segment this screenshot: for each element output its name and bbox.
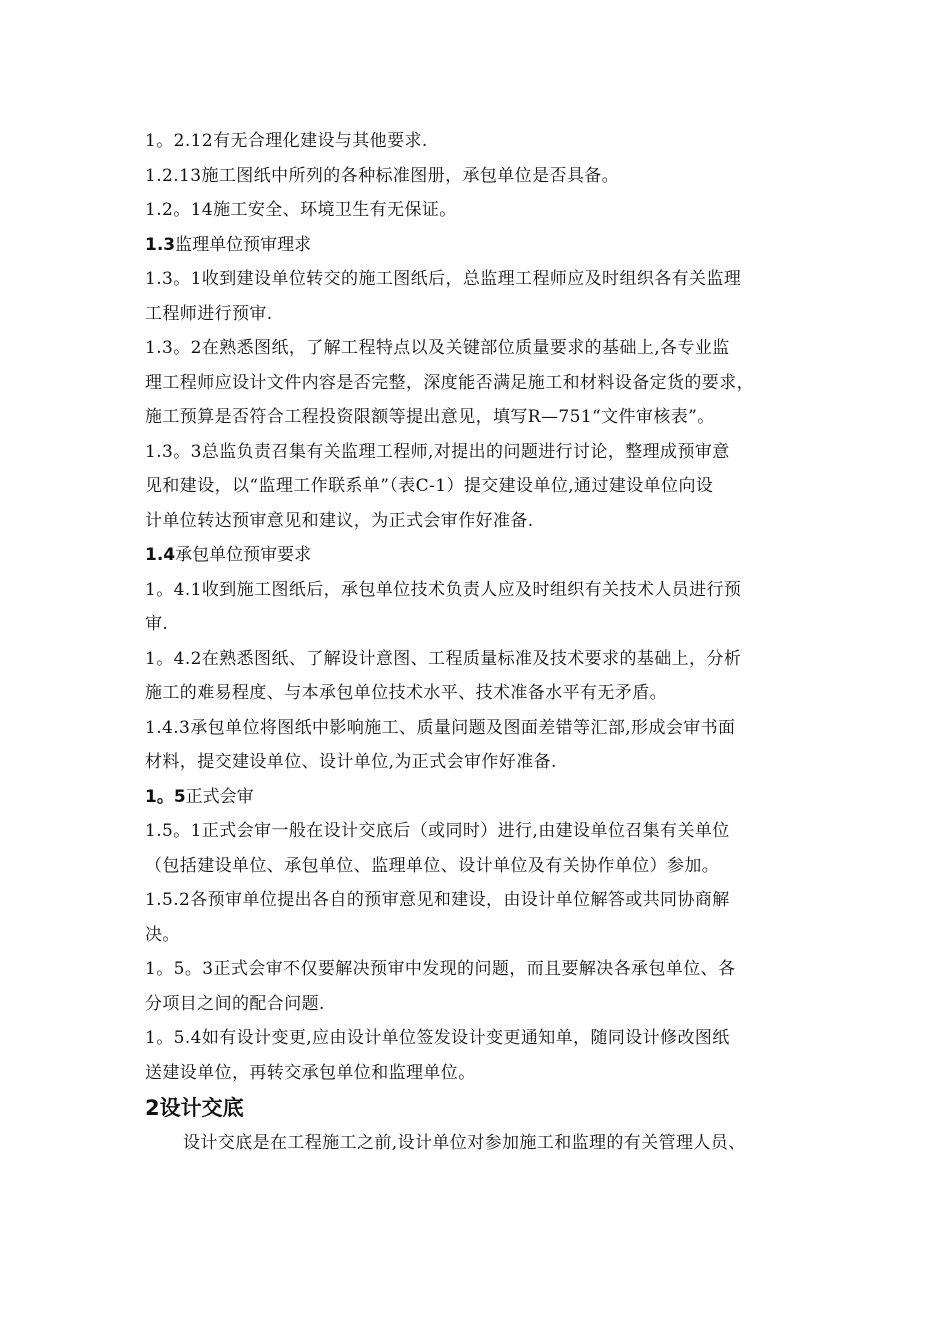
paragraph-line: 1。4.1收到施工图纸后，承包单位技术负责人应及时组织有关技术人员进行预 [145,579,742,600]
section-title: 承包单位预审要求 [175,545,312,565]
paragraph-line: 1.5.2各预审单位提出各自的预审意见和建设，由设计单位解答或共同协商解 [145,890,730,910]
section-heading-1-4 [145,538,825,573]
paragraph-line: 理工程师应设计文件内容是否完整，深度能否满足施工和材料设备定货的要求， [145,372,754,393]
paragraph-1-2-12: 1。2.12有无合理化建设与其他要求. [145,131,428,151]
paragraph-line: 计单位转达预审意见和建议，为正式会审作好准备. [145,510,534,531]
paragraph-line: 1.4.3承包单位将图纸中影响施工、质量问题及图面差错等汇部,形成会审书面 [145,717,736,738]
paragraph-line: 材料，提交建设单位、设计单位,为正式会审作好准备. [145,752,557,772]
section-heading-1-3 [145,228,825,263]
section-heading-1-5 [145,780,825,815]
paragraph-line: 设计交底是在工程施工之前,设计单位对参加施工和监理的有关管理人员、 [183,1133,746,1153]
paragraph-line: 施工的难易程度、与本承包单位技术水平、技术准备水平有无矛盾。 [145,683,667,703]
paragraph-line: 1.3。2在熟悉图纸，了解工程特点以及关键部位质量要求的基础上,各专业监 [145,338,730,358]
paragraph-line: 1.3。3总监负责召集有关监理工程师,对提出的问题进行讨论，整理成预审意 [145,441,730,462]
chapter-heading-2 [145,1090,825,1126]
paragraph-line: 1.3。1收到建设单位转交的施工图纸后，总监理工程师应及时组织各有关监理 [145,269,742,289]
paragraph-line: 1。5.4如有设计变更,应由设计单位签发设计变更通知单，随同设计修改图纸 [145,1028,730,1048]
paragraph-line: 1。5。3正式会审不仅要解决预审中发现的问题，而且要解决各承包单位、各 [145,959,736,979]
paragraph-line: 送建设单位，再转交承包单位和监理单位。 [145,1062,476,1083]
section-number: 1.3 [145,234,176,255]
paragraph-line: 审. [145,614,169,634]
section-number: 1。5 [145,786,186,807]
section-title: 监理单位预审理求 [175,234,312,255]
paragraph-line: 分项目之间的配合问题. [145,993,325,1014]
paragraph-line: 施工预算是否符合工程投资限额等提出意见，填写R—751“文件审核表”。 [145,407,715,427]
paragraph-line: 决。 [145,924,180,945]
paragraph-line: 1。4.2在熟悉图纸、了解设计意图、工程质量标准及技术要求的基础上，分析 [145,648,742,669]
chapter-title: 设计交底 [159,1096,244,1120]
paragraph-1-2-13: 1.2.13施工图纸中所列的各种标准图册，承包单位是否具备。 [145,165,620,186]
paragraph-line: 工程师进行预审. [145,303,273,324]
paragraph-line: 见和建设，以“监理工作联系单”（表C-1）提交建设单位,通过建设单位向设 [145,476,714,496]
section-title: 正式会审 [185,786,254,807]
section-number: 1.4 [145,545,176,565]
paragraph-line: （包括建设单位、承包单位、监理单位、设计单位及有关协作单位）参加。 [145,855,720,876]
document-body [145,124,825,1161]
paragraph-line: 1.5。1正式会审一般在设计交底后（或同时）进行,由建设单位召集有关单位 [145,821,730,841]
chapter-number: 2 [145,1096,160,1120]
paragraph-1-2-14: 1.2。14施工安全、环境卫生有无保证。 [145,200,457,220]
